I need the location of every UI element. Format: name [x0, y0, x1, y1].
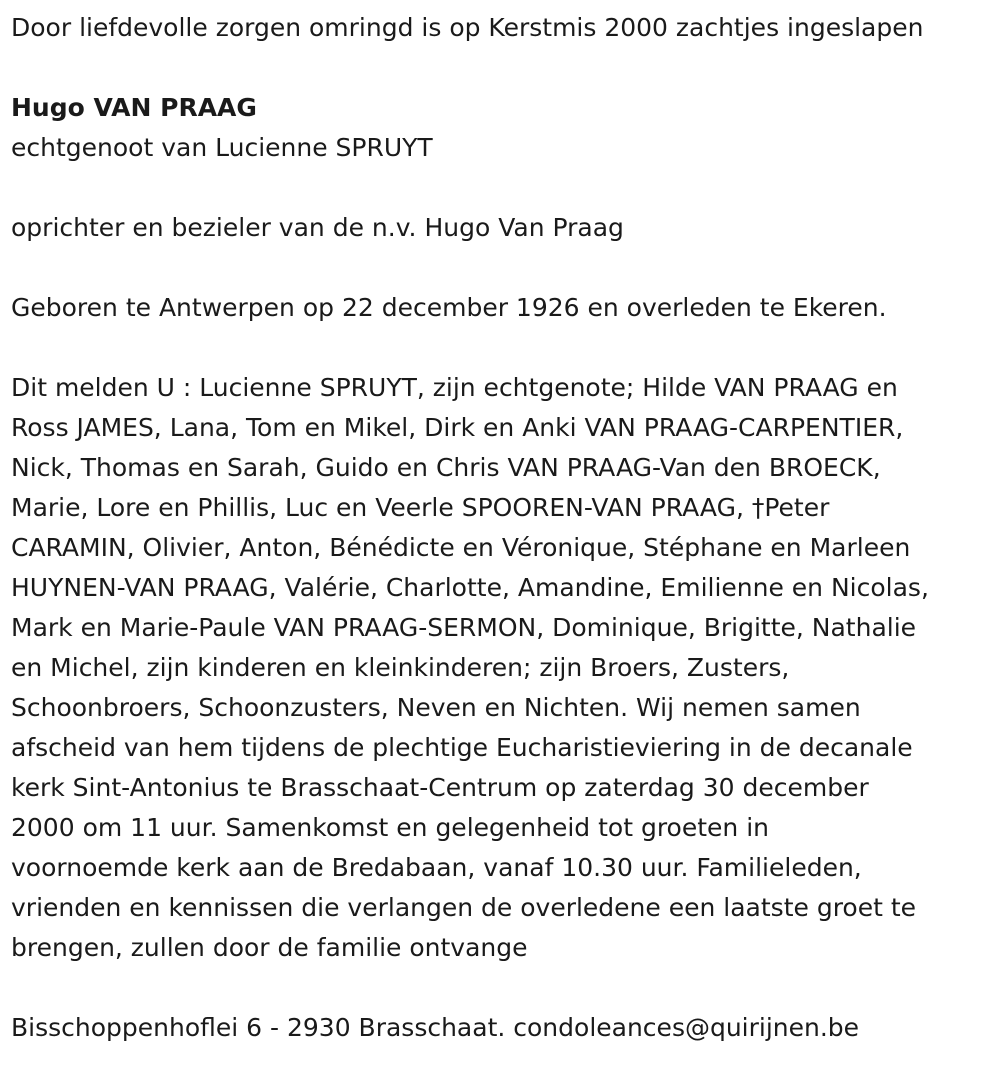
announcement-line: en Michel, zijn kinderen en kleinkinderen; zijn Broers, Zusters,: [11, 653, 790, 682]
announcement-line: Ross JAMES, Lana, Tom en Mikel, Dirk en Anki VAN PRAAG-CARPENTIER,: [11, 413, 904, 442]
announcement-paragraph: [11, 368, 996, 968]
announcement-line: CARAMIN, Olivier, Anton, Bénédicte en Véronique, Stéphane en Marleen: [11, 533, 911, 562]
announcement-line: Nick, Thomas en Sarah, Guido en Chris VAN PRAAG-Van den BROECK,: [11, 453, 881, 482]
announcement-line: afscheid van hem tijdens de plechtige Eucharistieviering in de decanale: [11, 733, 913, 762]
role-line: oprichter en bezieler van de n.v. Hugo Van Praag: [11, 213, 624, 242]
announcement-line: Dit melden U : Lucienne SPRUYT, zijn echtgenote; Hilde VAN PRAAG en: [11, 373, 898, 402]
spouse-line: echtgenoot van Lucienne SPRUYT: [11, 133, 433, 162]
announcement-line: Mark en Marie-Paule VAN PRAAG-SERMON, Dominique, Brigitte, Nathalie: [11, 613, 917, 642]
birth-line: Geboren te Antwerpen op 22 december 1926 en overleden te Ekeren.: [11, 293, 887, 322]
announcement-line: vrienden en kennissen die verlangen de overledene een laatste groet te: [11, 893, 917, 922]
address-line: Bisschoppenhoflei 6 - 2930 Brasschaat. condoleances@quirijnen.be: [11, 1013, 860, 1042]
spacer: [11, 168, 996, 208]
announcement-line: Schoonbroers, Schoonzusters, Neven en Nichten. Wij nemen samen: [11, 693, 861, 722]
death-notice: [11, 8, 996, 1048]
intro-line: Door liefdevolle zorgen omringd is op Kerstmis 2000 zachtjes ingeslapen: [11, 13, 924, 42]
announcement-line: 2000 om 11 uur. Samenkomst en gelegenheid tot groeten in: [11, 813, 769, 842]
announcement-line: Marie, Lore en Phillis, Luc en Veerle SPOOREN-VAN PRAAG, †Peter: [11, 493, 830, 522]
spacer: [11, 968, 996, 1008]
announcement-line: voornoemde kerk aan de Bredabaan, vanaf 10.30 uur. Familieleden,: [11, 853, 862, 882]
announcement-line: HUYNEN-VAN PRAAG, Valérie, Charlotte, Amandine, Emilienne en Nicolas,: [11, 573, 929, 602]
spacer: [11, 248, 996, 288]
announcement-line: brengen, zullen door de familie ontvange: [11, 933, 528, 962]
spacer: [11, 48, 996, 88]
announcement-line: kerk Sint-Antonius te Brasschaat-Centrum op zaterdag 30 december: [11, 773, 869, 802]
spacer: [11, 328, 996, 368]
deceased-name: Hugo VAN PRAAG: [11, 93, 257, 122]
